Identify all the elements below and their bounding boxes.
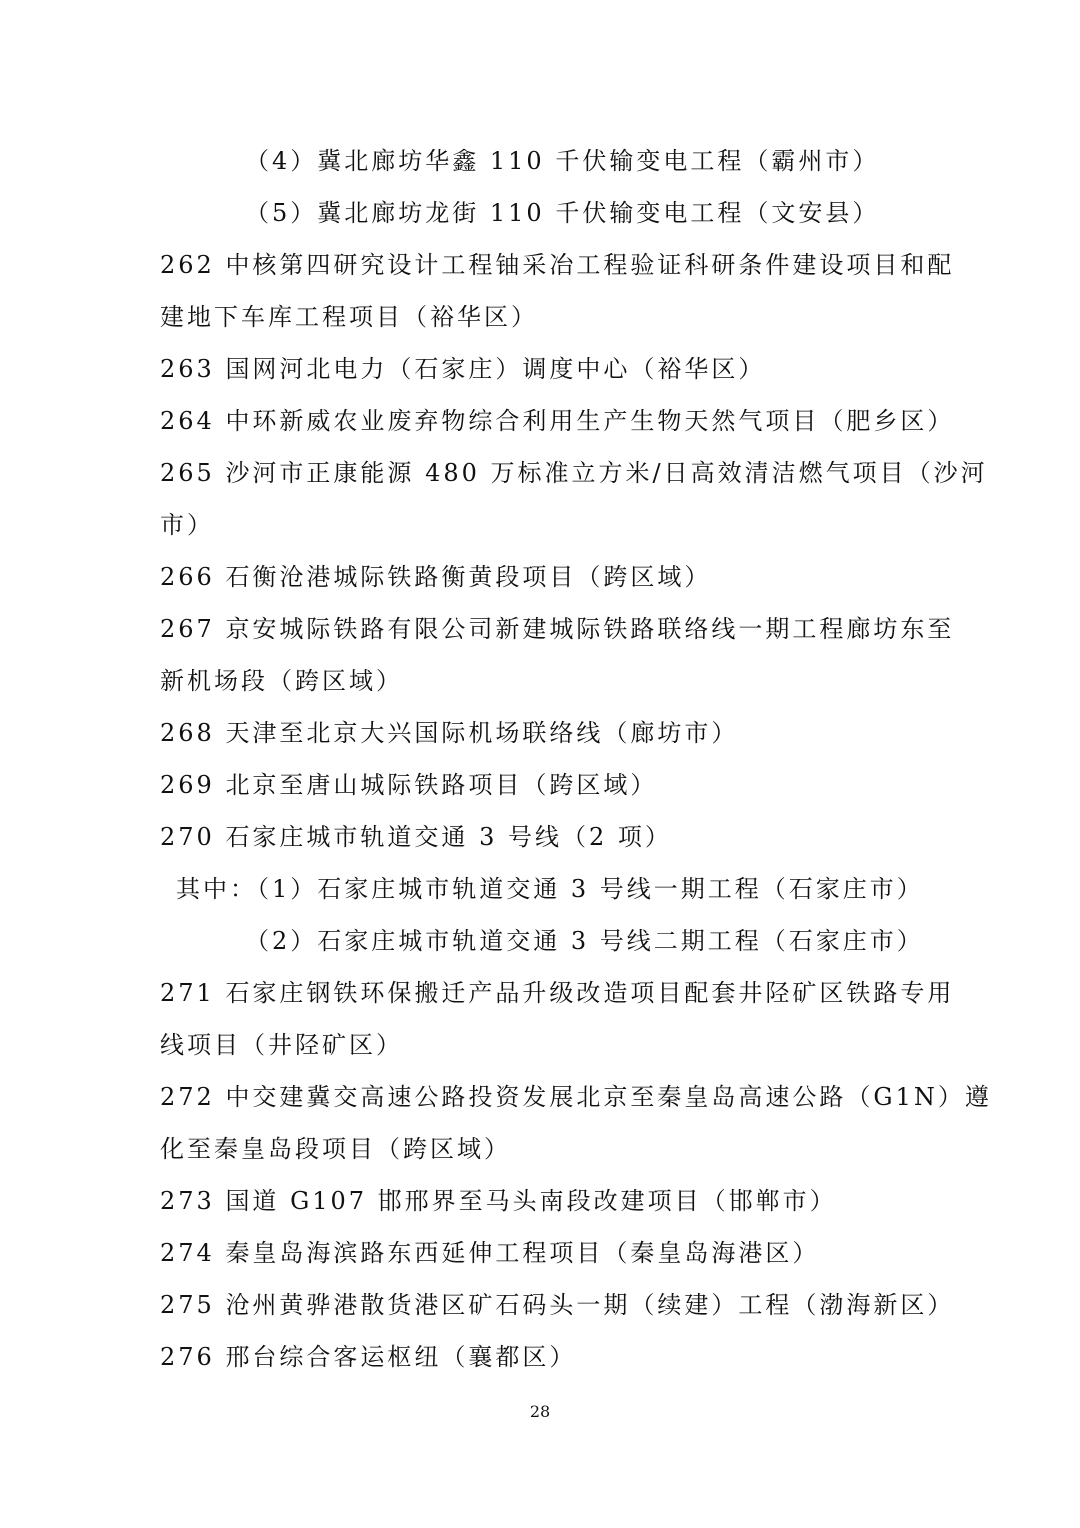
text-line: 线项目（井陉矿区） [160,1031,403,1059]
text-line: （2）石家庄城市轨道交通 3 号线二期工程（石家庄市） [245,927,924,955]
text-line: （4）冀北廊坊华鑫 110 千伏输变电工程（霸州市） [245,147,880,175]
text-line: 274 秦皇岛海滨路东西延伸工程项目（秦皇岛海港区） [160,1239,820,1267]
page-number: 28 [529,1402,551,1421]
text-line: 267 京安城际铁路有限公司新建城际铁路联络线一期工程廊坊东至 [160,615,955,643]
text-line: 市） [160,511,214,539]
text-line: 263 国网河北电力（石家庄）调度中心（裕华区） [160,355,766,383]
text-line: 建地下车库工程项目（裕华区） [160,303,538,331]
text-line: 268 天津至北京大兴国际机场联络线（廊坊市） [160,719,739,747]
text-line: 269 北京至唐山城际铁路项目（跨区域） [160,771,658,799]
text-line: 275 沧州黄骅港散货港区矿石码头一期（续建）工程（渤海新区） [160,1291,955,1319]
text-line: 266 石衡沧港城际铁路衡黄段项目（跨区域） [160,563,712,591]
text-line: 271 石家庄钢铁环保搬迁产品升级改造项目配套井陉矿区铁路专用 [160,979,955,1007]
text-line: 化至秦皇岛段项目（跨区域） [160,1135,511,1163]
text-line: 270 石家庄城市轨道交通 3 号线（2 项） [160,823,672,851]
text-line: 其中：（1）石家庄城市轨道交通 3 号线一期工程（石家庄市） [176,875,924,903]
text-line: 272 中交建冀交高速公路投资发展北京至秦皇岛高速公路（G1N）遵 [160,1083,992,1111]
text-line: 264 中环新威农业废弃物综合利用生产生物天然气项目（肥乡区） [160,407,955,435]
text-line: 273 国道 G107 邯邢界至马头南段改建项目（邯郸市） [160,1187,837,1215]
text-line: 265 沙河市正康能源 480 万标准立方米/日高效清洁燃气项目（沙河 [160,459,988,487]
text-line: 276 邢台综合客运枢纽（襄都区） [160,1343,577,1371]
text-line: （5）冀北廊坊龙街 110 千伏输变电工程（文安县） [245,199,880,227]
text-line: 新机场段（跨区域） [160,667,403,695]
text-line: 262 中核第四研究设计工程铀采冶工程验证科研条件建设项目和配 [160,251,955,279]
